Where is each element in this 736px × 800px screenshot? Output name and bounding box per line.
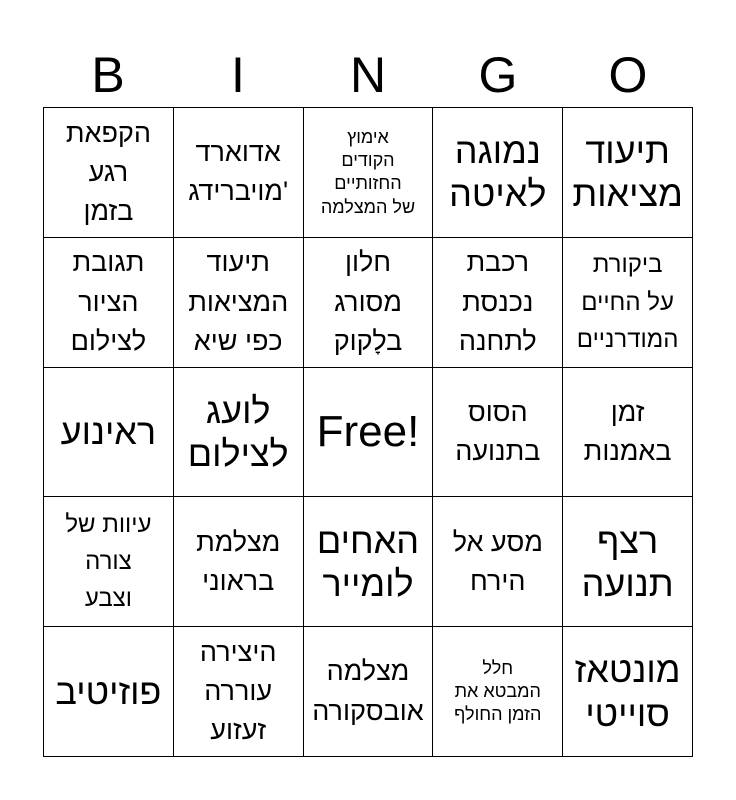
bingo-cell[interactable]: ביקורת על החיים המודרניים	[563, 238, 693, 368]
header-letter-o: O	[608, 47, 648, 103]
bingo-cell[interactable]: נמוגה לאיטה	[433, 108, 563, 238]
bingo-cell[interactable]: חלון מסורג בלָקוק	[304, 238, 434, 368]
bingo-cell[interactable]: מצלמה אובסקורה	[304, 627, 434, 757]
header-letter-g: G	[478, 47, 518, 103]
bingo-cell[interactable]: הקפאת רגע בזמן	[44, 108, 174, 238]
bingo-cell[interactable]: רצף תנועה	[563, 497, 693, 627]
bingo-cell[interactable]: ראינוע	[44, 368, 174, 498]
bingo-header	[43, 44, 693, 106]
bingo-cell[interactable]: מצלמת בראוני	[174, 497, 304, 627]
bingo-cell[interactable]: פוזיטיב	[44, 627, 174, 757]
bingo-cell[interactable]: עיוות של צורה וצבע	[44, 497, 174, 627]
bingo-cell[interactable]: תיעוד המציאות כפי שיא	[174, 238, 304, 368]
bingo-cell[interactable]: אדוארד 'מויברידג	[174, 108, 304, 238]
bingo-cell[interactable]: מסע אל הירח	[433, 497, 563, 627]
header-letter-b: B	[91, 47, 125, 103]
free-space-cell[interactable]: Free!	[304, 368, 434, 498]
bingo-cell[interactable]: תגובת הציור לצילום	[44, 238, 174, 368]
header-letter-n: N	[349, 47, 387, 103]
bingo-cell[interactable]: האחים לומייר	[304, 497, 434, 627]
bingo-cell[interactable]: היצירה עוררה זעזוע	[174, 627, 304, 757]
bingo-cell[interactable]: רכבת נכנסת לתחנה	[433, 238, 563, 368]
bingo-cell[interactable]: מונטאז סוייטי	[563, 627, 693, 757]
header-letter-i: I	[231, 47, 245, 103]
bingo-cell[interactable]: לועג לצילום	[174, 368, 304, 498]
bingo-card-grid	[43, 107, 693, 757]
bingo-cell[interactable]: חלל המבטא את הזמן החולף	[433, 627, 563, 757]
bingo-cell[interactable]: אימוץ הקודים החזותיים של המצלמה	[304, 108, 434, 238]
bingo-cell[interactable]: הסוס בתנועה	[433, 368, 563, 498]
bingo-cell[interactable]: זמן באמנות	[563, 368, 693, 498]
bingo-cell[interactable]: תיעוד מציאות	[563, 108, 693, 238]
